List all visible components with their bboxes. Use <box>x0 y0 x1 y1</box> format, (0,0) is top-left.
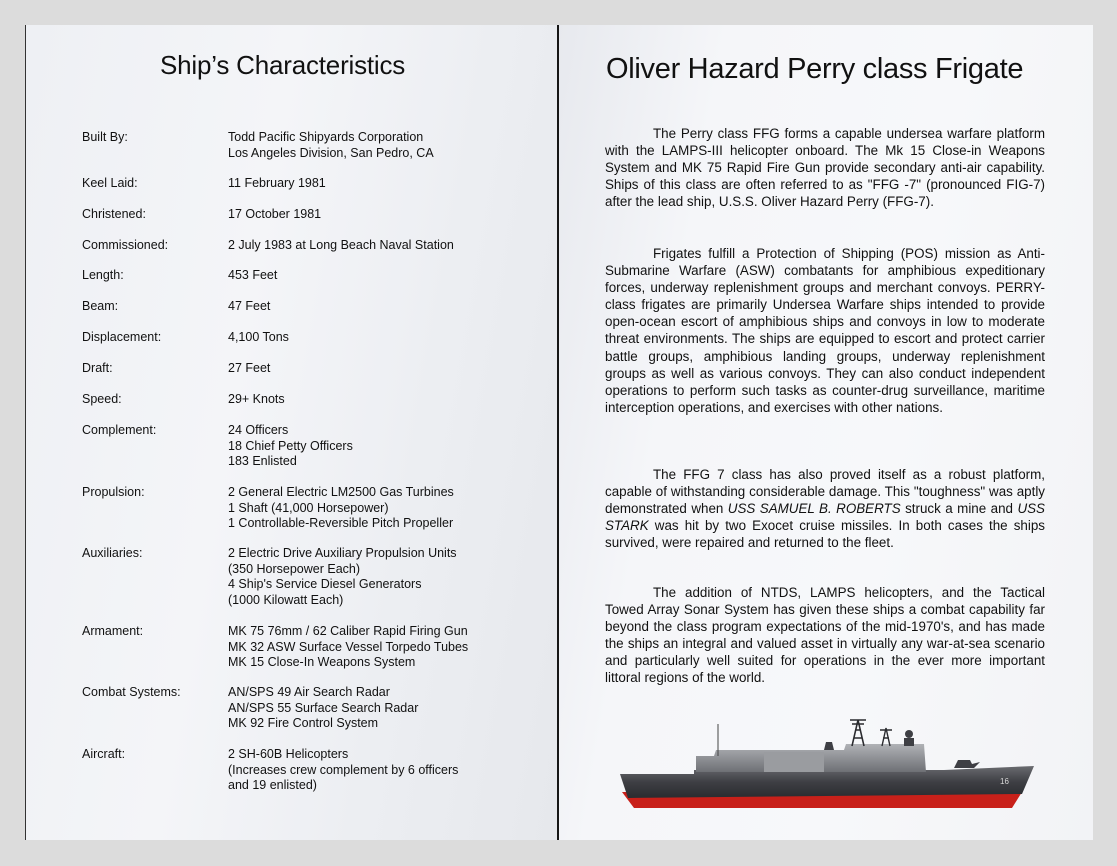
spec-value: 27 Feet <box>228 361 271 375</box>
spec-value: 453 Feet <box>228 268 278 282</box>
spec-value: 2 General Electric LM2500 Gas Turbines <box>228 485 454 499</box>
paragraph-text: The FFG 7 class has also proved itself as a robust platform, capable of withstanding considerable damage. This "toughness" was aptly demonstrated when <box>605 467 1045 517</box>
spec-label: Aircraft: <box>82 747 126 761</box>
spec-value: (1000 Kilowatt Each) <box>228 592 344 607</box>
spec-label: Beam: <box>82 299 119 313</box>
deck-gun <box>954 760 980 768</box>
spec-value: 18 Chief Petty Officers <box>228 438 353 453</box>
aft-mast <box>880 728 892 746</box>
spec-value: (350 Horsepower Each) <box>228 561 361 576</box>
spec-value: 2 July 1983 at Long Beach Naval Station <box>228 238 454 252</box>
spec-label: Built By: <box>82 130 128 144</box>
paragraph-capability: The addition of NTDS, LAMPS helicopters, and the Tactical Towed Array Sonar System has given these ships a combat capability far beyond the class program expectations of the mid-1970's, and has made the ships an integral and valued asset in virtually any war-at-sea scenario and particularly well suited for operations in the ever more important littoral regions of the world. <box>605 585 1045 686</box>
spec-label: Christened: <box>82 207 146 221</box>
spec-value: 29+ Knots <box>228 392 285 406</box>
spec-value: 183 Enlisted <box>228 454 297 468</box>
spec-value: 4 Ship's Service Diesel Generators <box>228 577 422 591</box>
hangar <box>764 752 824 772</box>
spec-label: Auxiliaries: <box>82 546 143 560</box>
spec-label: Combat Systems: <box>82 685 181 699</box>
main-mast <box>850 720 866 746</box>
frigate-illustration-icon <box>614 716 1046 816</box>
spec-value: 11 February 1981 <box>228 176 326 190</box>
spec-label: Armament: <box>82 624 144 638</box>
spec-label: Complement: <box>82 423 157 437</box>
spec-value: and 19 enlisted) <box>228 778 317 792</box>
spec-value: 4,100 Tons <box>228 330 289 344</box>
spec-value: MK 75 76mm / 62 Caliber Rapid Firing Gun <box>228 624 468 638</box>
spec-value: 1 Controllable-Reversible Pitch Propeller <box>228 516 454 530</box>
spec-label: Draft: <box>82 361 113 375</box>
spec-label: Propulsion: <box>82 485 145 499</box>
frigate-class-title: Oliver Hazard Perry class Frigate <box>606 53 1024 85</box>
spec-value: MK 15 Close-In Weapons System <box>228 655 416 669</box>
ship-characteristics-title: Ship’s Characteristics <box>160 50 406 80</box>
spec-label: Displacement: <box>82 330 162 344</box>
spec-label: Keel Laid: <box>82 176 138 190</box>
spec-value: Los Angeles Division, San Pedro, CA <box>228 145 434 160</box>
spec-label: Length: <box>82 268 124 282</box>
paragraph-mission: Frigates fulfill a Protection of Shipping (POS) mission as Anti-Submarine Warfare (ASW) combatants for amphibious expeditionary forces, underway replenishment groups and merchant convoys. PERRY-class frigates are primarily Undersea Warfare ships intended to provide open-ocean escort of amphibious ships and convoys in low to moderate threat environments. The ships are equipped to escort and protect carrier battle groups, amphibious landing groups, underway replenishment groups as well as various convoys. They can also conduct independent operations to perform such tasks as counter-drug surveillance, maritime interception operations, and exercises with other nations. <box>605 246 1045 415</box>
cannon <box>824 742 834 750</box>
ship-name-samuel-b-roberts: USS SAMUEL B. ROBERTS <box>727 501 901 517</box>
spec-label: Speed: <box>82 392 122 406</box>
fire-control-radar <box>904 738 914 746</box>
spec-value: MK 92 Fire Control System <box>228 716 379 730</box>
spec-value: 2 SH-60B Helicopters <box>228 747 349 761</box>
spec-value: 47 Feet <box>228 299 271 313</box>
spec-value: 1 Shaft (41,000 Horsepower) <box>228 500 389 515</box>
spec-value: (Increases crew complement by 6 officers <box>228 762 459 777</box>
paragraph-text: struck a mine and <box>900 501 1018 517</box>
paragraph-overview: The Perry class FFG forms a capable undersea warfare platform with the LAMPS-III helicopter onboard. The Mk 15 Close-in Weapons System and MK 75 Rapid Fire Gun provide secondary anti-air capability. Ships of this class are often referred to as "FFG -7" (pronounced FIG-7) after the lead ship, U.S.S. Oliver Hazard Perry (FFG-7). <box>605 126 1045 210</box>
booklet-spine <box>557 25 559 840</box>
paragraph-text: was hit by two Exocet cruise missiles. In both cases the ships survived, were repaired and returned to the fleet. <box>605 518 1045 551</box>
paragraph-toughness <box>605 466 1045 551</box>
spec-value: AN/SPS 55 Surface Search Radar <box>228 700 419 715</box>
spec-value: 2 Electric Drive Auxiliary Propulsion Units <box>228 546 457 560</box>
ship-name-stark: USS STARK <box>605 501 1045 534</box>
spec-value: MK 32 ASW Surface Vessel Torpedo Tubes <box>228 639 469 654</box>
spec-label: Commissioned: <box>82 238 169 252</box>
spec-value: 17 October 1981 <box>228 207 322 221</box>
spec-value: 24 Officers <box>228 423 289 437</box>
spec-value: AN/SPS 49 Air Search Radar <box>228 685 390 699</box>
hull-number: 16 <box>1000 777 1009 786</box>
spec-value: Todd Pacific Shipyards Corporation <box>228 130 424 144</box>
